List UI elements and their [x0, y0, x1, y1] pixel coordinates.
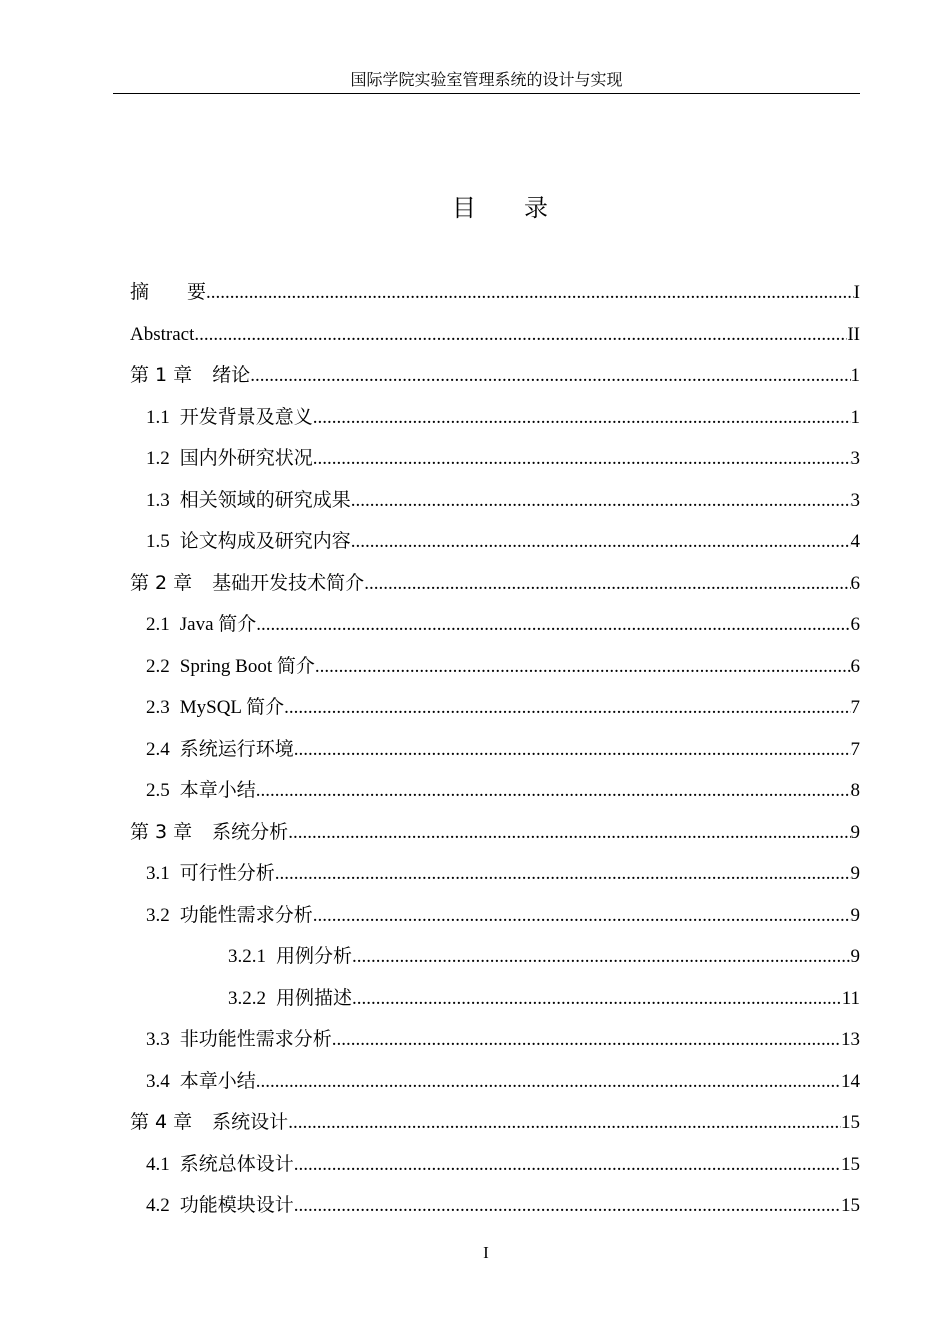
running-header: 国际学院实验室管理系统的设计与实现 — [113, 67, 860, 94]
toc-entry-section-4-2 — [130, 1185, 860, 1227]
toc-entry-page: 6 — [850, 614, 860, 635]
dot-leader — [288, 1102, 841, 1144]
toc-entry-number: 1.3 — [146, 489, 170, 511]
toc-entry-page: 1 — [850, 365, 860, 386]
dot-leader — [256, 604, 850, 646]
toc-entry-section-3-4 — [130, 1061, 860, 1103]
toc-entry-page: 15 — [841, 1195, 860, 1216]
toc-entry-title: 系统总体设计 — [179, 1153, 294, 1175]
toc-entry-number: 1.5 — [146, 531, 170, 552]
toc-entry-page: II — [847, 323, 860, 345]
dot-leader — [250, 355, 850, 397]
toc-entry-section-2-4 — [130, 729, 860, 771]
dot-leader — [313, 397, 851, 439]
toc-entry-section-3-2 — [130, 895, 860, 937]
toc-entry-number: 3.4 — [146, 1070, 170, 1092]
toc-entry-title: Abstract — [130, 323, 195, 345]
toc-entry-section-4-1 — [130, 1144, 860, 1186]
toc-entry-number: 2.4 — [146, 738, 170, 760]
toc-entry-title: 基础开发技术简介 — [212, 571, 365, 594]
toc-entry-number: 1.1 — [146, 406, 170, 428]
toc-entry-title: 绪论 — [212, 364, 251, 386]
toc-entry-number: 2.2 — [146, 655, 170, 677]
toc-entry-chapter-1 — [130, 355, 860, 397]
toc-entry-page: 9 — [850, 946, 860, 967]
toc-entry-number: 3.1 — [146, 863, 170, 884]
toc-entry-page: 15 — [841, 1153, 860, 1175]
toc-entry-number: 2.3 — [146, 697, 170, 718]
toc-entry-section-1-2 — [130, 438, 860, 480]
dot-leader — [351, 521, 851, 563]
toc-entry-section-1-1 — [130, 397, 860, 439]
toc-entry-title: MySQL 简介 — [179, 697, 285, 718]
toc-entry-page: 11 — [841, 987, 860, 1009]
toc-entry-title: 功能模块设计 — [179, 1195, 294, 1216]
toc-entry-title: 本章小结 — [179, 780, 256, 801]
toc-entry-page: 15 — [841, 1112, 860, 1133]
toc-entry-title: Java 简介 — [179, 614, 257, 635]
toc-entry-abstract-en — [130, 314, 860, 356]
toc-entry-page: 13 — [841, 1029, 860, 1050]
toc-entry-page: 3 — [850, 448, 860, 469]
toc-entry-title: 本章小结 — [179, 1070, 256, 1092]
toc-entry-page: 9 — [850, 904, 860, 926]
toc-entry-number: 3.2 — [146, 904, 170, 926]
toc-entry-section-1-5 — [130, 521, 860, 563]
toc-entry-section-2-1 — [130, 604, 860, 646]
dot-leader — [364, 563, 850, 605]
dot-leader — [352, 978, 842, 1020]
dot-leader — [256, 1061, 841, 1103]
toc-entry-title: Spring Boot 简介 — [179, 655, 315, 677]
toc-entry-number: 3.2.2 — [228, 987, 266, 1009]
toc-entry-page: 7 — [850, 738, 860, 760]
dot-leader — [352, 936, 850, 978]
toc-entry-title: 非功能性需求分析 — [179, 1029, 332, 1050]
toc-entry-number: 3.3 — [146, 1029, 170, 1050]
toc-entry-section-2-3 — [130, 687, 860, 729]
toc-entry-page: I — [853, 282, 860, 303]
toc-entry-title: 用例分析 — [276, 946, 353, 967]
toc-entry-chapter-2 — [130, 563, 860, 605]
toc-entry-number: 3.2.1 — [228, 946, 266, 967]
toc-entry-title: 摘 要 — [130, 281, 207, 303]
dot-leader — [315, 646, 851, 688]
dot-leader — [206, 272, 854, 314]
toc-entry-page: 4 — [850, 531, 860, 552]
page-number: I — [483, 1243, 489, 1262]
dot-leader — [294, 729, 851, 771]
toc-heading: 目 录 — [452, 194, 548, 222]
dot-leader — [294, 1144, 841, 1186]
dot-leader — [332, 1019, 841, 1061]
dot-leader — [313, 895, 851, 937]
table-of-contents — [130, 272, 860, 1227]
toc-entry-title: 论文构成及研究内容 — [179, 531, 351, 552]
toc-entry-page: 6 — [850, 655, 860, 677]
toc-entry-title: 系统运行环境 — [179, 738, 294, 760]
toc-entry-chapter-4 — [130, 1102, 860, 1144]
toc-entry-section-2-5 — [130, 770, 860, 812]
toc-entry-abstract-cn — [130, 272, 860, 314]
toc-entry-number: 第 4 章 — [130, 1111, 193, 1133]
dot-leader — [288, 812, 850, 854]
toc-entry-title: 可行性分析 — [179, 863, 275, 884]
toc-entry-page: 9 — [850, 863, 860, 884]
toc-entry-number: 1.2 — [146, 448, 170, 469]
toc-entry-title: 开发背景及意义 — [179, 406, 313, 428]
toc-entry-number: 4.1 — [146, 1153, 170, 1175]
dot-leader — [284, 687, 850, 729]
toc-entry-page: 1 — [850, 406, 860, 428]
toc-entry-page: 3 — [850, 489, 860, 511]
dot-leader — [294, 1185, 841, 1227]
toc-entry-title: 功能性需求分析 — [179, 904, 313, 926]
toc-entry-chapter-3 — [130, 812, 860, 854]
toc-entry-number: 第 1 章 — [130, 364, 193, 386]
toc-entry-title: 相关领域的研究成果 — [179, 489, 351, 511]
toc-entry-page: 14 — [841, 1070, 860, 1092]
dot-leader — [194, 314, 847, 356]
toc-entry-number: 第 2 章 — [130, 571, 193, 594]
toc-entry-title: 国内外研究状况 — [179, 448, 313, 469]
toc-entry-page: 8 — [850, 780, 860, 801]
dot-leader — [275, 853, 851, 895]
toc-entry-subsection-3-2-2 — [130, 978, 860, 1020]
toc-entry-number: 2.1 — [146, 614, 170, 635]
toc-entry-section-2-2 — [130, 646, 860, 688]
toc-entry-number: 2.5 — [146, 780, 170, 801]
toc-entry-page: 9 — [850, 821, 860, 843]
toc-entry-title: 系统分析 — [212, 820, 289, 843]
dot-leader — [256, 770, 851, 812]
toc-entry-subsection-3-2-1 — [130, 936, 860, 978]
toc-entry-section-3-3 — [130, 1019, 860, 1061]
dot-leader — [351, 480, 851, 522]
toc-entry-number: 4.2 — [146, 1195, 170, 1216]
toc-entry-number: 第 3 章 — [130, 820, 193, 843]
toc-entry-page: 7 — [850, 697, 860, 718]
toc-entry-page: 6 — [850, 572, 860, 594]
toc-entry-section-1-3 — [130, 480, 860, 522]
toc-entry-title: 用例描述 — [276, 987, 353, 1009]
toc-entry-section-3-1 — [130, 853, 860, 895]
dot-leader — [313, 438, 851, 480]
toc-entry-title: 系统设计 — [212, 1111, 289, 1133]
